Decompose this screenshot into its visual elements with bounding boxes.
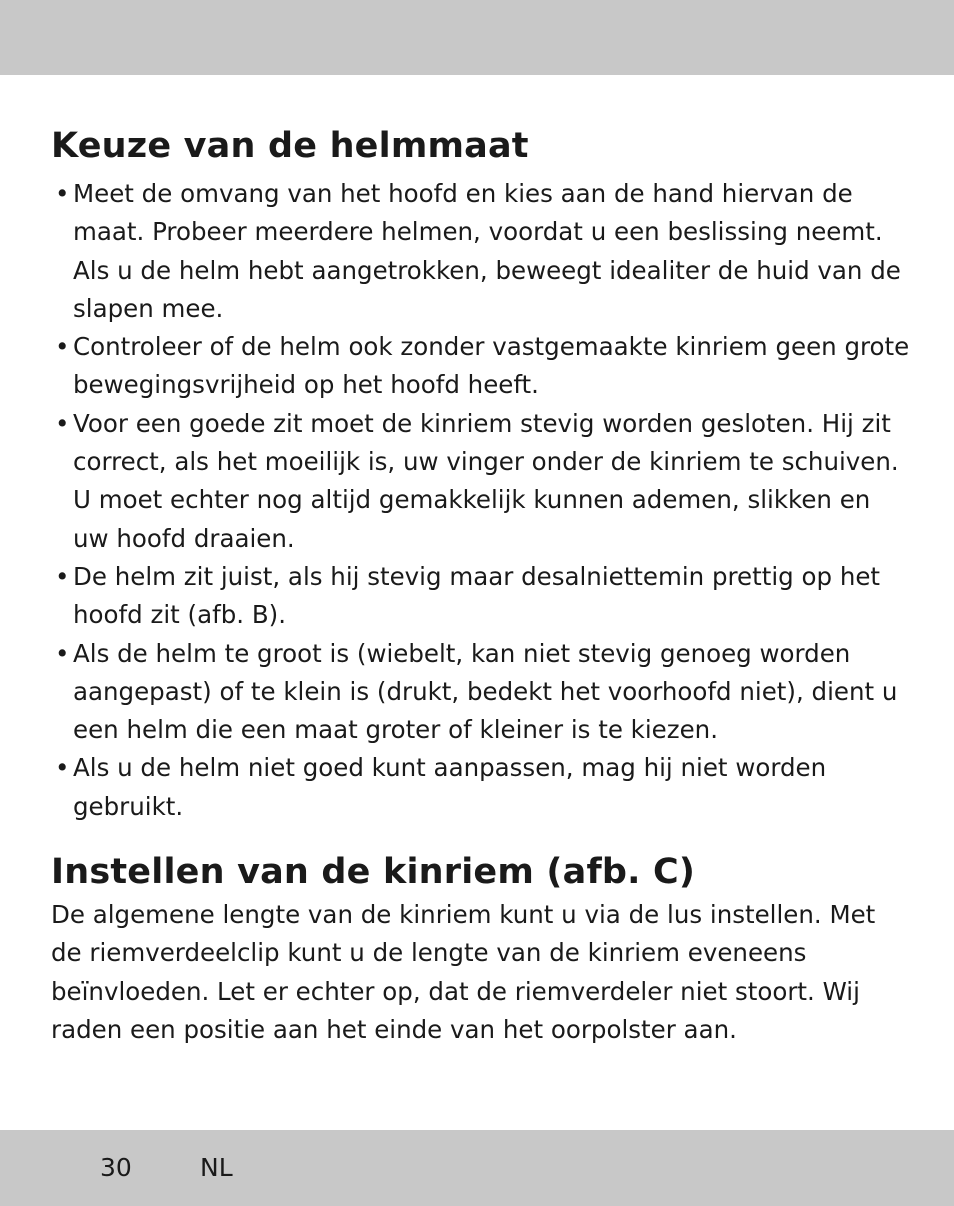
header-band — [0, 0, 954, 75]
language-code: NL — [200, 1153, 233, 1182]
list-item — [51, 405, 911, 558]
bullet-icon: • — [55, 561, 70, 591]
page-content — [51, 122, 911, 1049]
list-item-text: Als u de helm niet goed kunt aanpassen, mag hij niet worden gebruikt. — [73, 753, 827, 821]
footer-band — [0, 1130, 954, 1206]
bullet-icon: • — [55, 179, 70, 208]
bullet-icon: • — [55, 332, 70, 362]
helmet-size-bullet-list — [51, 175, 911, 826]
list-item — [51, 175, 911, 328]
list-item — [51, 749, 911, 826]
section-heading-helmet-size: Keuze van de helmmaat — [51, 126, 529, 166]
bullet-icon: • — [55, 753, 70, 783]
list-item — [51, 635, 911, 750]
list-item-text: Meet de omvang van het hoofd en kies aan de hand hiervan de maat. Probeer meerdere helmen, voordat u een beslissing neemt. Als u de helm hebt aangetrokken, beweegt idealiter de huid van de slapen mee. — [73, 179, 901, 323]
page-number: 30 — [100, 1153, 132, 1182]
list-item-text: De helm zit juist, als hij stevig maar desalniettemin prettig op het hoofd zit (afb. B). — [73, 561, 881, 630]
list-item-text: Controleer of de helm ook zonder vastgemaakte kinriem geen grote bewegingsvrijheid op het hoofd heeft. — [73, 332, 910, 400]
list-item-text: Als de helm te groot is (wiebelt, kan niet stevig genoeg worden aangepast) of te klein is (drukt, bedekt het voorhoofd niet), dient u een helm die een maat groter of kleiner is te kiezen. — [73, 638, 898, 745]
chin-strap-paragraph: De algemene lengte van de kinriem kunt u via de lus instellen. Met de riemverdeelclip kunt u de lengte van de kinriem eveneens beïnvloeden. Let er echter op, dat de riemverdeler niet stoort. Wij raden een positie aan het einde van het oorpolster aan. — [51, 900, 876, 1044]
list-item — [51, 328, 911, 405]
list-item — [51, 558, 911, 635]
bullet-icon: • — [55, 408, 70, 438]
bullet-icon: • — [55, 638, 70, 668]
list-item-text: Voor een goede zit moet de kinriem stevig worden gesloten. Hij zit correct, als het moeilijk is, uw vinger onder de kinriem te schuiven. U moet echter nog altijd gemakkelijk kunnen ademen, slikken en uw hoofd draaien. — [73, 408, 899, 553]
section-heading-chin-strap: Instellen van de kinriem (afb. C) — [51, 852, 696, 893]
